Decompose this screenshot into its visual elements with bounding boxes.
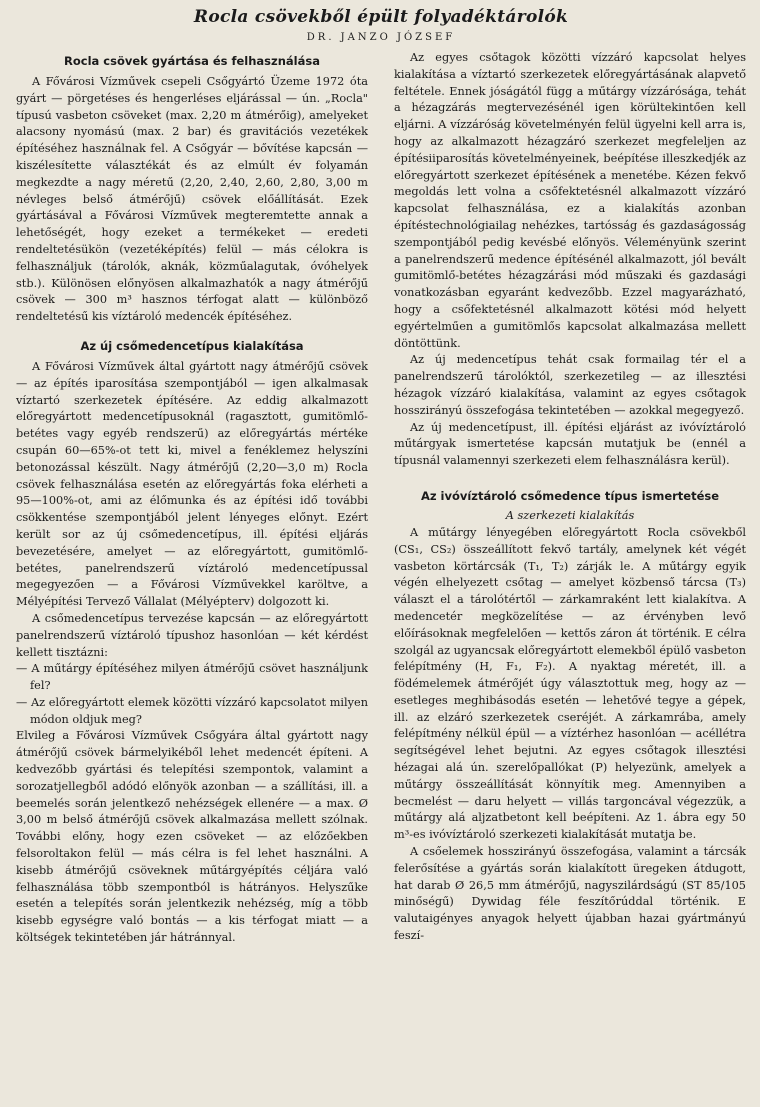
paragraph: A csőmedencetípus tervezése kapcsán — az előregyártott panelrendszerű víztároló típushoz hasonlóan — két kérdést kellett tisztázni:	[16, 611, 368, 659]
section-heading-drinking-water: Az ivóvíztároló csőmedence típus ismertetése	[420, 488, 720, 503]
section-heading-rocla: Rocla csövek gyártása és felhasználása	[64, 54, 320, 68]
paragraph: A Fővárosi Vízművek csepeli Csőgyártó Üzeme 1972 óta gyárt — pörgetéses és hengerléses eljárással — ún. „Rocla" típusú vasbeton csöveket (max. 2,20 m átmérőig), amelyeket alacsony nyomású (max. 2 bar) és gravitációs vezetékek építéséhez használnak fel. A Csőgyár — bővítése kapcsán — kiszélesítette választékát és az elmúlt év folyamán megkezdte a nagy méretű (2,20, 2,40, 2,60, 2,80, 3,00 m névleges belső átmérőjű) csövek előállítását. Ezek gyártásával a Fővárosi Vízművek megteremtette annak a lehetőségét, hogy ezeket a termékeket — eredeti rendeltetésükön (vezetéképítés) felül — más célokra is felhasználjuk (tárolók, aknák, közműalagutak, óvóhelyek stb.). Különösen előnyösen alkalmazhatók a nagy átmérőjű csövek — 300 m³ hasznos térfogat alatt — különböző rendeltetésű kis víztároló medencék építéséhez.	[16, 75, 368, 324]
paragraph: A műtárgy lényegében előregyártott Rocla csövekből (CS₁, CS₂) összeállított fekvő tartály, amelynek két végét vasbeton körtárcsák (T₁, T₂) zárják le. A műtárgy egyik végén elhelyezett csőtag — amelyet közbenső tárcsa (T₃) választ el a tárolótértől — zárkamraként lett kialakítva. A medencetér megközelítése — az érvényben levő előírásoknak megfelelően — kettős záron át történik. E célra szolgál az ugyancsak előregyártott elemekből épülő vasbeton felépítmény (H, F₁, F₂). A nyaktag méretét, ill. a födémelemek átmérőjét úgy választottuk meg, hogy az — esetleges meghibásodás esetén — lehetővé tegye a gépek, ill. az elzáró szerkezetek cseréjét. A zárkamrába, amely felépítmény nélkül épül — a víztérhez hasonlóan — acéllétra segítségével lehet bejutni. Az egyes csőtagok illesztési hézagai alá ún. szerelőpallókat (P) helyezünk, amelyek a műtárgy összeállítását könnyítik meg. Amennyiben a becmelést — daru helyett — villás targoncával végezzük, a műtárgy alá aljzatbetont kell beépíteni. Az 1. ábra egy 50 m³-es ivóvíztároló szerkezeti kialakítását mutatja be.	[394, 525, 746, 842]
paragraph: A csőelemek hosszirányú összefogása, valamint a tárcsák felerősítése a gyártás során kialakított üregeken átdugott, hat darab Ø 26,5 mm átmérőjű, nagyszilárdságú (ST 85/105 minőségű) Dywidag féle feszítőrúddal történik. E valutaigényes anyagok helyett újabban hazai gyártmányú feszí-	[394, 845, 746, 943]
left-column	[16, 50, 368, 947]
article-author: DR. JANZO JÓZSEF	[306, 32, 456, 43]
list-item: — A műtárgy építéséhez milyen átmérőjű csövet használjunk fel?	[16, 662, 368, 693]
paragraph: Az új medencetípus tehát csak formailag tér el a panelrendszerű tárolóktól, szerkezetileg — az illesztési hézagok vízzáró kialakítása, valamint az egyes csőtagok hosszirányú összefogása tekintetében — azokkal megegyező.	[394, 353, 746, 417]
paragraph: Az új medencetípust, ill. építési eljárást az ivóvíztároló műtárgyak ismertetése kapcsán mutatjuk be (ennél a típusnál valamennyi szerkezeti elem felhasználásra kerül).	[394, 420, 746, 468]
subsection-heading: A szerkezeti kialakítás	[505, 508, 635, 522]
article-columns	[16, 50, 746, 947]
article-title: Rocla csövekből épült folyadéktárolók	[193, 7, 569, 27]
paragraph: A Fővárosi Vízművek által gyártott nagy átmérőjű csövek — az építés iparosítása szempontjából — igen alkalmasak víztartó szerkezetek építésére. Az eddig alkalmazott előregyártott medencetípusoknál (ragasztott, gumitömlő-betétes vagy egyéb rendszerű) az előregyártás mértéke csupán 60—65%-ot tett ki, mivel a fenéklemez helyszíni betonozással készült. Nagy átmérőjű (2,20—3,0 m) Rocla csövek felhasználása esetén az előregyártás foka elérheti a 95—100%-ot, ami az élőmunka és az építési idő további csökkentése szempontjából jelent lényeges előnyt. Ezért került sor az új csőmedencetípus, ill. építési eljárás bevezetésére, amelyet — az előregyártott, gumitömlő-betétes, panelrendszerű víztároló medencetípussal megegyezően — a Fővárosi Vízművekkel karöltve, a Mélyépítési Tervező Vállalat (Mélyépterv) dolgozott ki.	[16, 359, 368, 609]
section-heading-new-type: Az új csőmedencetípus kialakítása	[80, 338, 304, 353]
question-list	[16, 661, 368, 728]
paragraph: Az egyes csőtagok közötti vízzáró kapcsolat helyes kialakítása a víztartó szerkezetek előregyártásának alapvető feltétele. Ennek jóságától függ a műtárgy vízzárósága, tehát a hézagzárás megtervezésénél igen körültekintően kell eljárni. A vízzáróság követelményén felül ügyelni kell arra is, hogy az alkalmazott hézagzáró szerkezet megfeleljen az építésiiparosítás követelményeinek, beépítése illeszkedjék az előregyártott szerkezet építésének a menetébe. Kézen fekvő megoldás lett volna a csőfektetésnél alkalmazott vízzáró kapcsolat felhasználása, ez a kialakítás azonban építéstechnológiailag nehézkes, tartósság és gazdaságosság szempontjából pedig kevésbé előnyös. Véleményünk szerint a panelrendszerű medence építésénél alkalmazott, jól bevált gumitömlő-betétes hézagzárási mód műszaki és gazdasági vonatkozásban egyaránt kedvezőbb. Ezzel magyarázható, hogy a csőfektetésnél alkalmazott kötési mód helyett egyértelműen a gumitömlős kapcsolat alkalmazása mellett döntöttünk.	[394, 51, 746, 350]
list-item: — Az előregyártott elemek közötti vízzáró kapcsolatot milyen módon oldjuk meg?	[16, 695, 368, 726]
right-column	[394, 50, 746, 947]
paragraph: Elvileg a Fővárosi Vízművek Csőgyára által gyártott nagy átmérőjű csövek bármelyikéből lehet medencét építeni. A kedvezőbb gyártási és telepítési szempontok, valamint a sorozatjellegből adódó előnyök azonban — a szállítási, ill. a beemelés során jelentkező nehézségek ellenére — a max. Ø 3,00 m belső átmérőjű csövek alkalmazása mellett szólnak. További előny, hogy ezen csöveket — az előzőekben felsoroltakon felül — más célra is fel lehet használni. A kisebb átmérőjű csöveknek műtárgyépítés céljára való felhasználása több szempontból is hátrányos. Helyszűke esetén a telepítés során jelentkezik nehézség, míg a több kisebb egységre való bontás — a kis térfogat miatt — a költségek tekintetében jár hátránnyal.	[16, 729, 368, 945]
